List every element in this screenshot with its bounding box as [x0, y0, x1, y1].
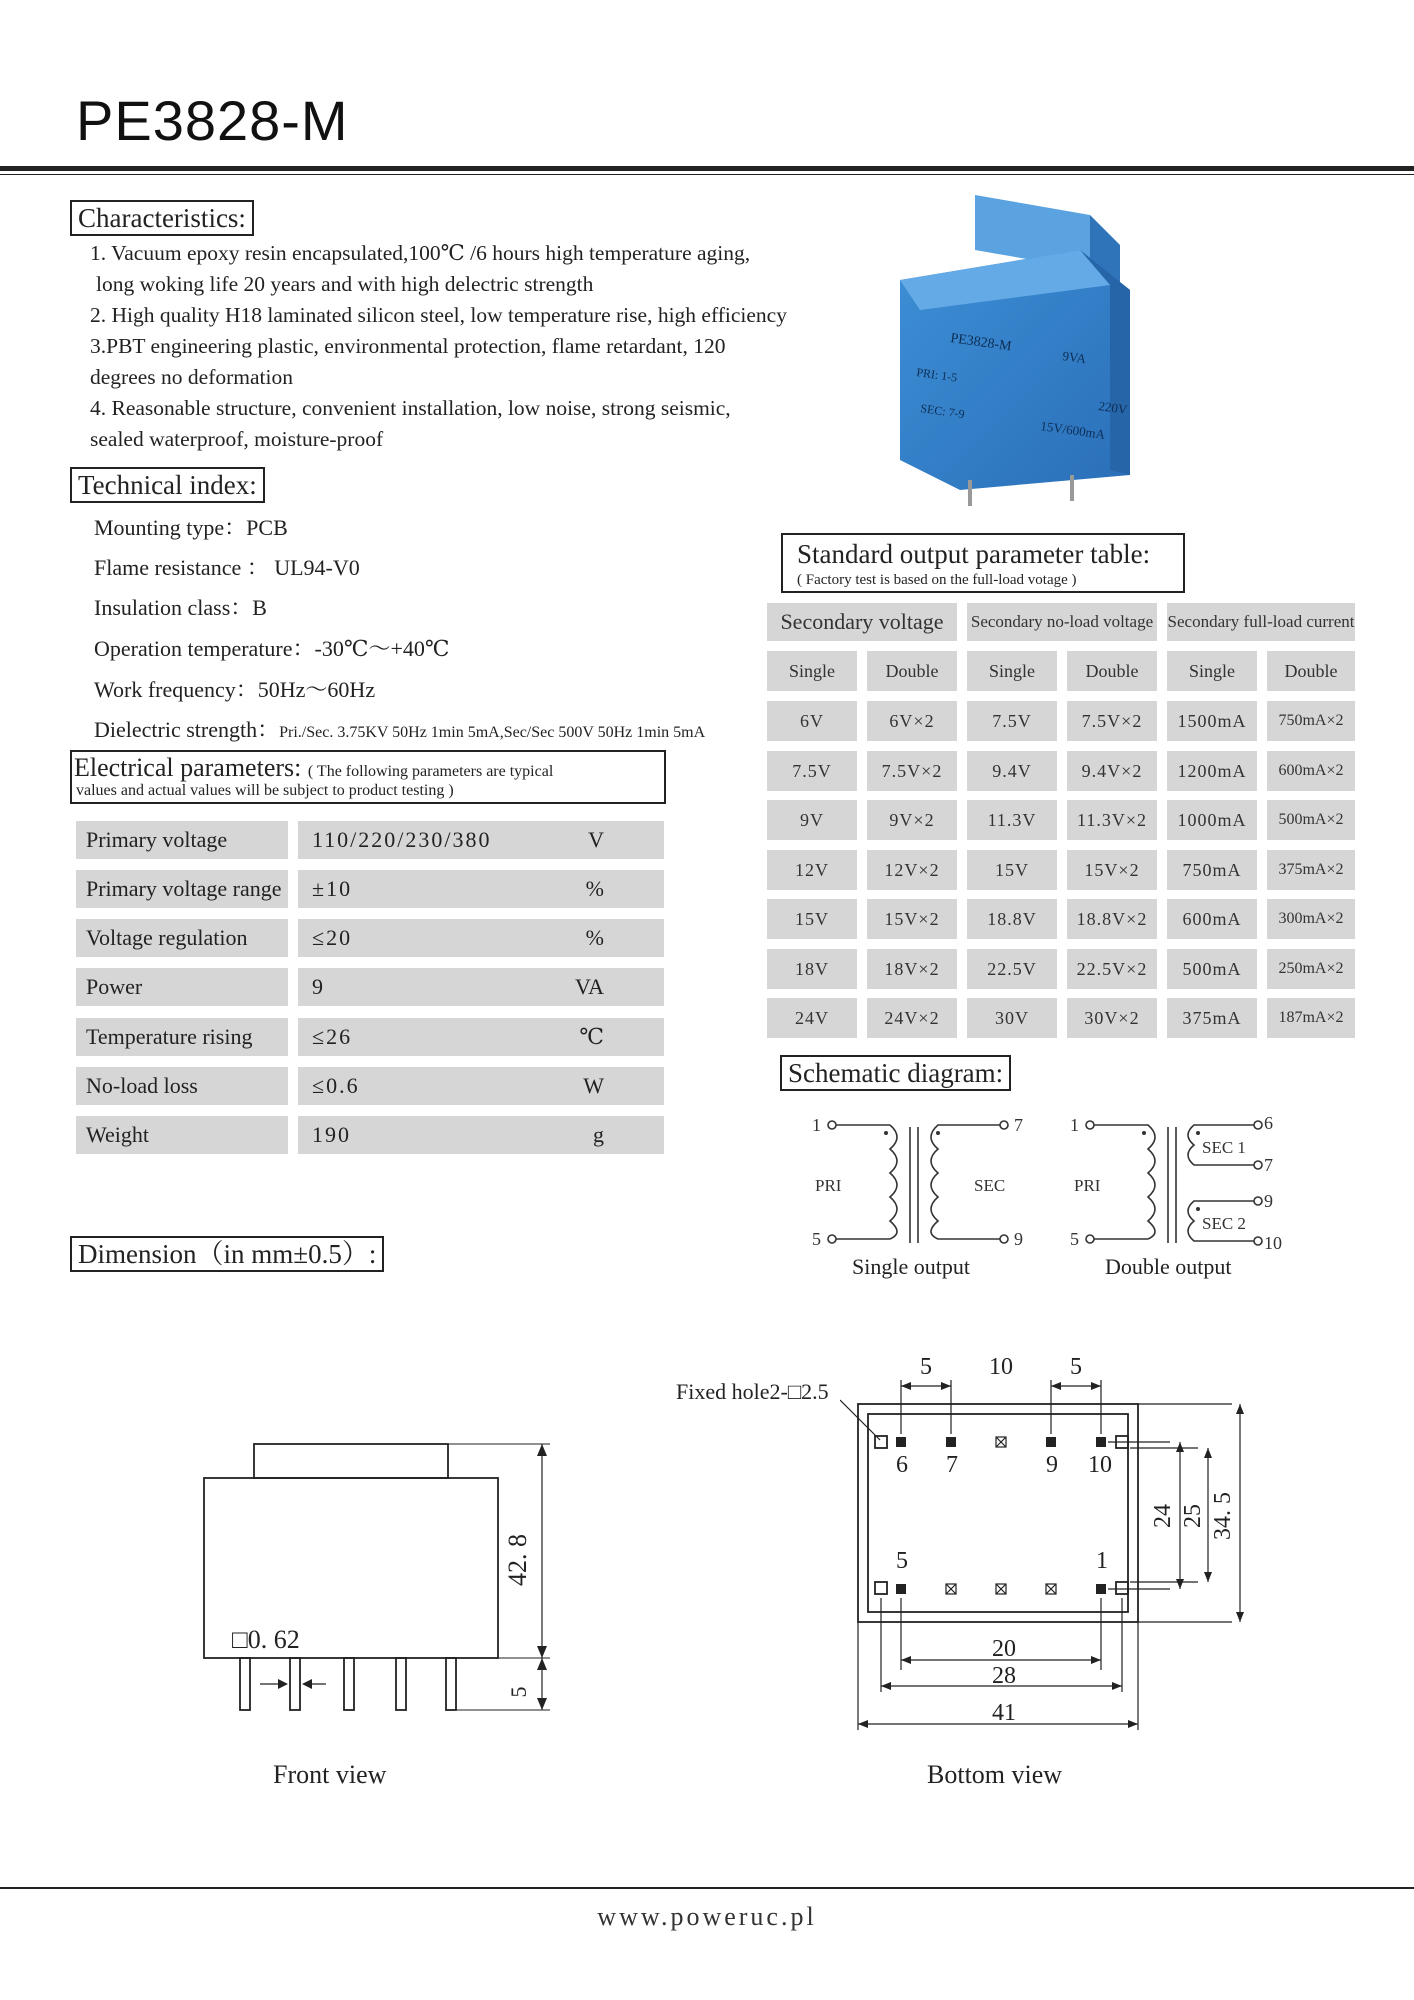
product-label-sec: SEC: 7-9	[919, 401, 966, 422]
ep-value: 9	[312, 974, 325, 999]
output-table-cell: 1000mA	[1167, 800, 1257, 840]
fixed-hole-label: Fixed hole2-□2.5	[676, 1379, 829, 1404]
tech-insulation: Insulation class：B	[94, 595, 267, 620]
bottom-view-caption: Bottom view	[927, 1760, 1063, 1789]
output-table-cell: 15V	[767, 899, 857, 939]
output-sub-header: Double	[1267, 651, 1355, 691]
schem-sec1-label: SEC 1	[1202, 1138, 1246, 1157]
schem-pin-10: 10	[1264, 1233, 1282, 1253]
tech-operation: Operation temperature：-30℃～+40℃	[94, 636, 450, 661]
ep-label: Primary voltage	[76, 821, 288, 859]
ep-value: ≤0.6	[312, 1073, 360, 1098]
bottom-pin-6: 6	[896, 1452, 908, 1478]
schem-pin-1: 1	[812, 1115, 821, 1135]
characteristics-line-1: 1. Vacuum epoxy resin encapsulated,100℃ /6 hours high temperature aging,	[90, 241, 751, 265]
ep-label: No-load loss	[76, 1067, 288, 1105]
header-divider-thin	[0, 174, 1414, 175]
ep-value: ±10	[312, 876, 353, 901]
ep-label: Power	[76, 968, 288, 1006]
ep-value: ≤26	[312, 1024, 353, 1049]
output-table-cell: 11.3V	[967, 800, 1057, 840]
ep-unit: V	[588, 827, 604, 852]
output-table-cell: 15V	[967, 850, 1057, 890]
schematic-double-caption: Double output	[1105, 1254, 1232, 1279]
bottom-top-dim-3: 5	[1070, 1354, 1082, 1380]
schem-pin-7b: 7	[1264, 1155, 1273, 1175]
bottom-pin-5: 5	[896, 1548, 908, 1574]
bottom-width-20: 20	[992, 1636, 1016, 1662]
electrical-heading-box	[70, 750, 666, 804]
tech-dielectric-label: Dielectric strength：	[94, 717, 280, 742]
technical-index-heading: Technical index:	[70, 467, 265, 503]
dimension-heading: Dimension（in mm±0.5）:	[70, 1236, 384, 1272]
schem-pin-9b: 9	[1264, 1191, 1273, 1211]
output-group-header-secondary: Secondary voltage	[767, 603, 957, 641]
page-title: PE3828-M	[76, 89, 349, 152]
output-table-cell: 12V	[767, 850, 857, 890]
ep-unit: W	[583, 1073, 604, 1098]
bottom-width-41: 41	[992, 1700, 1016, 1726]
output-table-cell: 30V×2	[1067, 998, 1157, 1038]
product-label-pri-v: 220V	[1097, 398, 1129, 417]
output-table-cell: 375mA×2	[1267, 850, 1355, 890]
ep-value-cell	[298, 968, 664, 1006]
ep-value-cell	[298, 1116, 664, 1154]
ep-value: 190	[312, 1122, 351, 1147]
characteristics-line-5: degrees no deformation	[90, 365, 293, 389]
ep-unit: g	[593, 1122, 604, 1147]
schematic-single-caption: Single output	[852, 1254, 970, 1279]
output-table-cell: 9.4V	[967, 751, 1057, 791]
bottom-top-dim-1: 5	[920, 1354, 932, 1380]
schem-pin-5: 5	[812, 1229, 821, 1249]
front-pin-size: □0. 62	[232, 1625, 300, 1654]
output-table-cell: 7.5V	[967, 701, 1057, 741]
output-table-cell: 24V×2	[867, 998, 957, 1038]
output-table-cell: 500mA	[1167, 949, 1257, 989]
bottom-view-drawing	[840, 1340, 1260, 1740]
output-table-cell: 750mA×2	[1267, 701, 1355, 741]
ep-row-temperature-rising	[76, 1018, 664, 1056]
output-sub-header: Single	[1167, 651, 1257, 691]
electrical-heading: Electrical parameters:	[74, 753, 302, 782]
output-table-cell: 18.8V	[967, 899, 1057, 939]
schem-pri-label: PRI	[815, 1176, 842, 1195]
characteristics-line-2: long woking life 20 years and with high delectric strength	[96, 272, 594, 296]
output-table-cell: 300mA×2	[1267, 899, 1355, 939]
output-table-cell: 7.5V×2	[867, 751, 957, 791]
bottom-height-25: 25	[1180, 1504, 1206, 1528]
ep-row-voltage-regulation	[76, 919, 664, 957]
schematic-heading: Schematic diagram:	[780, 1055, 1011, 1091]
schem-sec2-label: SEC 2	[1202, 1214, 1246, 1233]
front-pin-label: 5	[506, 1686, 531, 1698]
output-table-cell: 18V×2	[867, 949, 957, 989]
ep-unit: VA	[575, 974, 604, 999]
output-table-cell: 187mA×2	[1267, 998, 1355, 1038]
output-table-cell: 9.4V×2	[1067, 751, 1157, 791]
tech-flame: Flame resistance ： UL94-V0	[94, 555, 360, 580]
schem-pri-label-double: PRI	[1074, 1176, 1101, 1195]
output-table-cell: 500mA×2	[1267, 800, 1355, 840]
front-view-drawing	[180, 1430, 580, 1730]
ep-value: ≤20	[312, 925, 353, 950]
bottom-width-28: 28	[992, 1663, 1016, 1689]
ep-value-cell	[298, 1067, 664, 1105]
output-table-cell: 1200mA	[1167, 751, 1257, 791]
ep-value-cell	[298, 870, 664, 908]
ep-row-primary-voltage-range	[76, 870, 664, 908]
ep-unit: %	[585, 925, 604, 950]
output-table-cell: 22.5V	[967, 949, 1057, 989]
output-table-cell: 6V	[767, 701, 857, 741]
output-table-heading: Standard output parameter table:	[797, 539, 1151, 569]
bottom-pin-1: 1	[1096, 1548, 1108, 1574]
ep-label: Temperature rising	[76, 1018, 288, 1056]
footer-url: www.poweruc.pl	[597, 1902, 817, 1931]
header-divider	[0, 166, 1414, 171]
output-table	[767, 603, 1355, 1028]
output-sub-header: Double	[867, 651, 957, 691]
ep-unit: ℃	[579, 1024, 604, 1049]
ep-label: Primary voltage range	[76, 870, 288, 908]
output-table-cell: 7.5V×2	[1067, 701, 1157, 741]
bottom-pin-7: 7	[946, 1452, 958, 1478]
front-view-caption: Front view	[273, 1760, 387, 1789]
output-table-cell: 7.5V	[767, 751, 857, 791]
characteristics-line-3: 2. High quality H18 laminated silicon steel, low temperature rise, high efficiency	[90, 303, 787, 327]
product-label-pri: PRI: 1-5	[915, 365, 959, 385]
product-label-model: PE3828-M	[949, 331, 1013, 355]
output-table-subheading: ( Factory test is based on the full-load votage )	[797, 572, 1077, 588]
characteristics-line-7: sealed waterproof, moisture-proof	[90, 427, 384, 451]
output-table-cell: 250mA×2	[1267, 949, 1355, 989]
output-table-cell: 22.5V×2	[1067, 949, 1157, 989]
ep-unit: %	[585, 876, 604, 901]
electrical-note-2: values and actual values will be subject to product testing )	[76, 782, 454, 799]
output-table-cell: 9V	[767, 800, 857, 840]
product-label-power: 9VA	[1061, 348, 1088, 367]
tech-dielectric	[94, 713, 705, 744]
output-sub-header: Single	[967, 651, 1057, 691]
schem-pin-7: 7	[1014, 1115, 1023, 1135]
electrical-note-1: ( The following parameters are typical	[307, 763, 554, 780]
product-label-sec-v: 15V/600mA	[1039, 418, 1107, 443]
output-table-cell: 24V	[767, 998, 857, 1038]
bottom-pin-9: 9	[1046, 1452, 1058, 1478]
output-table-cell: 750mA	[1167, 850, 1257, 890]
tech-frequency: Work frequency：50Hz～60Hz	[94, 677, 376, 702]
characteristics-line-6: 4. Reasonable structure, convenient installation, low noise, strong seismic,	[90, 396, 731, 420]
ep-value-cell	[298, 1018, 664, 1056]
output-table-cell: 375mA	[1167, 998, 1257, 1038]
output-table-heading-box	[781, 533, 1185, 593]
output-sub-header: Double	[1067, 651, 1157, 691]
ep-value-cell	[298, 821, 664, 859]
ep-label: Weight	[76, 1116, 288, 1154]
ep-row-power	[76, 968, 664, 1006]
output-sub-header: Single	[767, 651, 857, 691]
output-table-cell: 15V×2	[1067, 850, 1157, 890]
characteristics-line-4: 3.PBT engineering plastic, environmental protection, flame retardant, 120	[90, 334, 726, 358]
output-table-cell: 6V×2	[867, 701, 957, 741]
ep-row-primary-voltage	[76, 821, 664, 859]
bottom-pin-10: 10	[1088, 1452, 1112, 1478]
output-group-header-full-load: Secondary full-load current	[1167, 603, 1355, 641]
tech-dielectric-value: Pri./Sec. 3.75KV 50Hz 1min 5mA,Sec/Sec 500V 50Hz 1min 5mA	[279, 724, 706, 741]
output-table-cell: 1500mA	[1167, 701, 1257, 741]
characteristics-heading: Characteristics:	[70, 200, 254, 236]
output-table-cell: 18V	[767, 949, 857, 989]
output-table-cell: 11.3V×2	[1067, 800, 1157, 840]
bottom-height-24: 24	[1150, 1504, 1176, 1528]
ep-row-no-load-loss	[76, 1067, 664, 1105]
output-table-cell: 15V×2	[867, 899, 957, 939]
output-table-cell: 30V	[967, 998, 1057, 1038]
output-table-cell: 600mA×2	[1267, 751, 1355, 791]
bottom-height-34-5: 34. 5	[1210, 1492, 1236, 1540]
schem-sec-label: SEC	[974, 1176, 1006, 1195]
output-table-cell: 12V×2	[867, 850, 957, 890]
product-photo	[880, 190, 1220, 520]
ep-value: 110/220/230/380	[312, 827, 492, 852]
schem-pin-9: 9	[1014, 1229, 1023, 1249]
tech-mounting: Mounting type：PCB	[94, 515, 288, 540]
output-table-cell: 18.8V×2	[1067, 899, 1157, 939]
schem-pin-5b: 5	[1070, 1229, 1079, 1249]
ep-label: Voltage regulation	[76, 919, 288, 957]
front-height-label: 42. 8	[503, 1534, 532, 1586]
footer-divider	[0, 1887, 1414, 1889]
schem-pin-6: 6	[1264, 1113, 1273, 1133]
ep-value-cell	[298, 919, 664, 957]
output-table-cell: 9V×2	[867, 800, 957, 840]
bottom-top-dim-2: 10	[989, 1354, 1013, 1380]
ep-row-weight	[76, 1116, 664, 1154]
output-table-cell: 600mA	[1167, 899, 1257, 939]
output-group-header-no-load: Secondary no-load voltage	[967, 603, 1157, 641]
schem-pin-1b: 1	[1070, 1115, 1079, 1135]
